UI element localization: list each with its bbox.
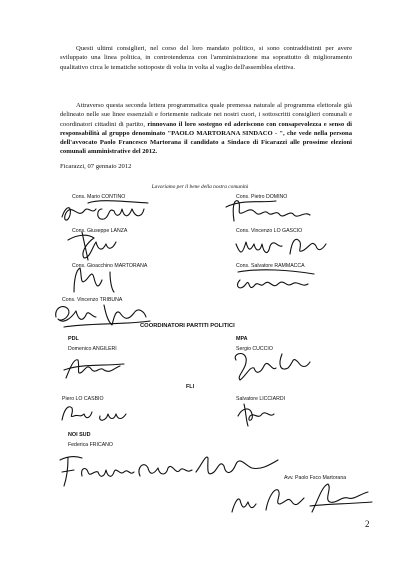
paragraph-2-plain: Attraverso questa seconda lettera programmatica quale premessa naturale al programma elettorale già delineato nelle sue linee essenziali e fortemente radicate nei nostri cuori, i sottoscritti consiglieri comunali e coordinatori cittadini di partito, bbox=[60, 102, 352, 128]
candidate-label: Avv. Paolo Fsco Martorana bbox=[284, 475, 347, 481]
signature-angileri bbox=[60, 352, 130, 382]
motto: Lavoriamo per il bene della nostra comunità bbox=[151, 184, 249, 190]
coordinator-angileri: Domenico ANGILERI bbox=[68, 346, 117, 352]
paragraph-2 bbox=[60, 101, 352, 157]
councillor-rammacca: Cons. Salvatore RAMMACCA bbox=[236, 263, 305, 269]
councillor-lanza: Cons. Giuseppe LANZA bbox=[72, 228, 128, 234]
signature-lo-casbio bbox=[56, 398, 136, 426]
paragraph-1: Questi ultimi consiglieri, nel corso del loro mandato politico, si sono contraddistinti per avere sviluppato una linea politica, in controtendenza con l'amministrazione ma soprattutto di miglioramento qualitativo circa le tematiche sottoposte di volta in volta al vaglio dell'assemblea elettiva. bbox=[60, 45, 352, 71]
coordinator-licciardi: Salvatore LICCIARDI bbox=[236, 396, 286, 402]
place-date: Ficarazzi, 07 gennaio 2012 bbox=[60, 163, 132, 170]
coordinator-fricano: Federica FRICANO bbox=[68, 442, 113, 448]
party-pdl: PDL bbox=[68, 336, 79, 342]
paragraph-2-bold: rinnovano il loro sostegno ed aderiscono con consapevolezza e senso di responsabilità al gruppo denominato "PAOLO MARTORANA SINDACO - ", che vede nella persona dell'avvocato Paolo Francesco Martorana il candidato a Sindaco di Ficarazzi alle prossime elezioni comunali amministrative del 2012. bbox=[60, 120, 352, 156]
signature-martorana-candidate bbox=[226, 478, 376, 518]
councillor-tribuna: Cons. Vincenzo TRIBUNA bbox=[62, 297, 123, 303]
signature-licciardi bbox=[230, 396, 300, 428]
page-number: 2 bbox=[365, 519, 370, 529]
signature-cuccio bbox=[228, 346, 318, 384]
councillor-lo-gascio: Cons. Vincenzo LO GASCIO bbox=[236, 228, 303, 234]
councillor-domino: Cons. Pietro DOMINO bbox=[236, 194, 288, 200]
councillor-contino: Cons. Mario CONTINO bbox=[72, 194, 126, 200]
coordinator-cuccio: Sergio CUCCIO bbox=[236, 346, 273, 352]
coordinators-title: COORDINATORI PARTITI POLITICI bbox=[140, 323, 235, 329]
party-noi-sud: NOI SUD bbox=[68, 432, 91, 438]
party-mpa: MPA bbox=[236, 336, 248, 342]
party-fli: FLI bbox=[186, 384, 195, 390]
councillor-martorana-gioacchino: Cons. Gioacchino MARTORANA bbox=[72, 263, 148, 269]
coordinator-lo-casbio: Piero LO CASBIO bbox=[62, 396, 104, 402]
